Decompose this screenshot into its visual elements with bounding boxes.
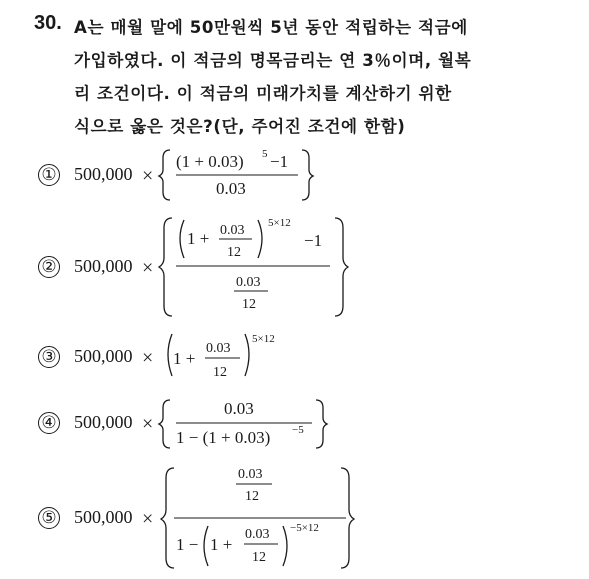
times-sign: × [142,165,154,187]
right-paren [283,526,287,566]
left-paren [168,334,172,376]
right-brace [335,218,348,316]
one-plus: 1 + [187,229,210,248]
option-4-formula [142,399,327,448]
option-3-formula [142,333,275,380]
denom-frac-numerator: 0.03 [236,275,261,290]
option-1-marker[interactable]: ① [38,164,60,186]
denominator: 0.03 [216,179,246,198]
option-5-formula [142,467,354,568]
question-line-2: 가입하였다. 이 적금의 명목금리는 연 3％이며, 월복 [74,51,472,70]
right-brace [302,150,313,200]
numerator-tail: −1 [270,152,289,171]
question-number: 30. [34,12,62,34]
inner-frac-denominator: 12 [252,550,266,565]
left-paren [180,220,184,258]
option-1-base: 500,000 [74,164,133,184]
one-plus: 1 + [210,535,233,554]
minus-one: −1 [304,231,323,250]
numer-frac-denominator: 12 [245,489,259,504]
times-sign: × [142,413,154,435]
left-brace [159,150,170,200]
left-brace [159,400,170,448]
left-paren [204,526,208,566]
option-2-base: 500,000 [74,256,133,276]
option-1-formula [142,148,313,200]
exponent: −5×12 [290,522,319,534]
denom-frac-denominator: 12 [242,297,256,312]
option-2-formula [142,217,348,316]
one-plus: 1 + [173,349,196,368]
inner-frac-numerator: 0.03 [206,341,231,356]
numerator-exponent: 5 [262,148,268,160]
denominator-base: 1 − (1 + 0.03) [176,428,271,447]
left-brace [161,468,174,568]
one-minus: 1 − [176,535,199,554]
left-brace [159,218,172,316]
numerator: 0.03 [224,399,254,418]
times-sign: × [142,257,154,279]
option-4-marker[interactable]: ④ [38,412,60,434]
question-line-3: 리 조건이다. 이 적금의 미래가치를 계산하기 위한 [74,84,452,103]
inner-frac-denominator: 12 [227,245,241,260]
inner-frac-numerator: 0.03 [245,527,270,542]
inner-frac-numerator: 0.03 [220,223,245,238]
inner-frac-denominator: 12 [213,365,227,380]
option-2-marker[interactable]: ② [38,256,60,278]
option-5-base: 500,000 [74,507,133,527]
option-3-marker[interactable]: ③ [38,346,60,368]
right-paren [258,220,262,258]
option-5-marker[interactable]: ⑤ [38,507,60,529]
exponent: 5×12 [252,333,275,345]
right-brace [316,400,327,448]
numerator-base: (1 + 0.03) [176,152,244,171]
numer-frac-numerator: 0.03 [238,467,263,482]
exponent: 5×12 [268,217,291,229]
option-3-base: 500,000 [74,346,133,366]
times-sign: × [142,508,154,530]
times-sign: × [142,347,154,369]
right-paren [245,334,249,376]
question-line-1: A는 매월 말에 50만원씩 5년 동안 적립하는 적금에 [74,18,468,37]
denominator-exponent: −5 [292,424,304,436]
question-line-4: 식으로 옳은 것은?(단, 주어진 조건에 한함) [74,117,406,136]
option-4-base: 500,000 [74,412,133,432]
